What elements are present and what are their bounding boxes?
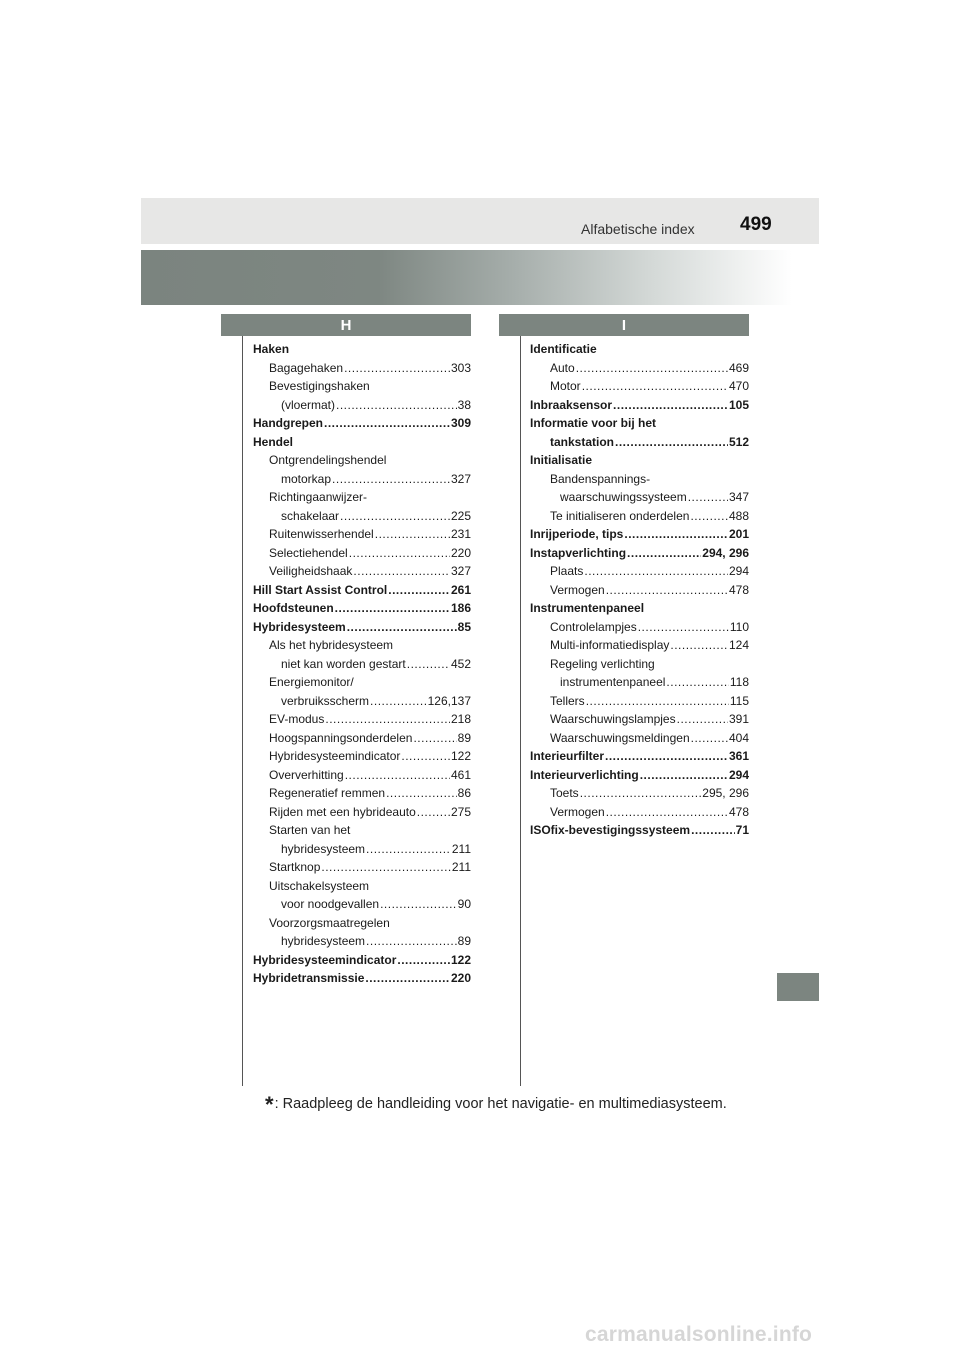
index-entry [253, 729, 471, 748]
index-entry [253, 340, 471, 359]
dot-leader [370, 692, 427, 711]
dot-leader [413, 729, 456, 748]
dot-leader [332, 470, 450, 489]
index-entry-page: 38 [457, 397, 471, 412]
dot-leader [666, 673, 728, 692]
index-entry-text: Tellers [550, 693, 585, 708]
index-entry-text: Waarschuwingsmeldingen [550, 730, 690, 745]
index-entry [530, 451, 749, 470]
index-entry-text: Als het hybridesysteem [269, 638, 394, 652]
index-entry-page: 201 [728, 527, 749, 541]
index-entry-text: Vermogen [550, 582, 605, 597]
dot-leader [691, 821, 735, 840]
index-entry-page: 469 [728, 360, 749, 375]
index-entry [253, 377, 471, 396]
index-entry-text: hybridesysteem [281, 934, 366, 948]
dot-leader [670, 636, 728, 655]
index-entry [530, 340, 749, 359]
index-entry-page: 294, 296 [702, 545, 749, 560]
dot-leader [345, 766, 450, 785]
dot-leader [397, 951, 450, 970]
dot-leader [340, 507, 450, 526]
index-entry-page: 86 [457, 786, 471, 800]
index-entry-page: 275 [450, 804, 471, 819]
index-entry [530, 821, 749, 840]
index-entry-text: Handgrepen [253, 416, 324, 430]
index-column-h [253, 340, 471, 988]
index-entry [530, 766, 749, 785]
index-entry [530, 747, 749, 766]
index-entry-text: Starten van het [269, 823, 351, 837]
index-entry-text: motorkap [281, 471, 332, 486]
index-entry [530, 710, 749, 729]
index-entry-text: Plaats [550, 564, 584, 578]
index-entry-text: Energiemonitor/ [269, 675, 354, 689]
index-entry-text: Richtingaanwijzer- [269, 490, 368, 504]
index-entry [253, 618, 471, 637]
dot-leader [366, 932, 457, 951]
index-entry-page: 347 [728, 490, 749, 504]
index-entry [253, 359, 471, 378]
index-entry [253, 655, 471, 674]
index-entry-text: Hendel [253, 434, 294, 449]
index-entry-text: Hybridesysteem [253, 619, 346, 634]
index-entry-page: 261 [450, 582, 471, 597]
index-entry-text: Interieurverlichting [530, 767, 639, 782]
index-entry-text: tankstation [550, 434, 615, 449]
index-entry-page: 488 [728, 508, 749, 523]
index-entry-text: Hoogspanningsonderdelen [269, 730, 413, 745]
index-entry [530, 803, 749, 822]
dot-leader [380, 895, 457, 914]
index-entry-text: Ruitenwisserhendel [269, 527, 374, 541]
dot-leader [606, 803, 728, 822]
index-entry-page: 327 [450, 471, 471, 486]
index-entry [530, 433, 749, 452]
index-entry-text: Hybridesysteemindicator [253, 952, 397, 967]
index-entry-text: schakelaar [281, 508, 340, 523]
index-entry [530, 470, 749, 489]
dot-leader [324, 414, 450, 433]
dot-leader [401, 747, 450, 766]
header-title: Alfabetische index [581, 221, 695, 237]
dot-leader [580, 784, 702, 803]
index-entry [530, 692, 749, 711]
index-entry-text: Informatie voor bij het [530, 416, 657, 430]
index-entry-text: Hybridetransmissie [253, 971, 365, 985]
dot-leader [325, 710, 450, 729]
index-entry [253, 932, 471, 951]
dot-leader [365, 969, 450, 988]
footnote [265, 1088, 727, 1117]
index-entry-page: 124 [728, 638, 749, 652]
index-entry-page: 512 [728, 434, 749, 449]
dot-leader [366, 840, 451, 859]
dot-leader [606, 581, 728, 600]
index-entry [253, 470, 471, 489]
index-entry [253, 544, 471, 563]
index-entry-text: Te initialiseren onderdelen [550, 508, 690, 523]
watermark: carmanualsonline.info [585, 1323, 813, 1346]
index-entry-text: Oververhitting [269, 767, 344, 782]
index-entry-page: 126,137 [427, 693, 471, 708]
index-entry [530, 655, 749, 674]
dot-leader [336, 396, 457, 415]
section-letter-h: H [340, 316, 352, 334]
index-entry-text: Startknop [269, 860, 321, 874]
index-entry-page: 303 [450, 360, 471, 375]
index-entry [253, 914, 471, 933]
index-entry-page: 478 [728, 582, 749, 597]
chapter-tab [777, 973, 819, 1001]
index-entry-text: verbruiksscherm [281, 693, 370, 708]
dot-leader [627, 544, 701, 563]
index-entry-text: Vermogen [550, 804, 605, 819]
index-entry [530, 599, 749, 618]
index-entry [253, 747, 471, 766]
index-entry-page: 122 [450, 749, 471, 763]
index-entry-text: Interieurfilter [530, 749, 605, 763]
dot-leader [347, 618, 457, 637]
dot-leader [407, 655, 450, 674]
index-entry [530, 359, 749, 378]
dot-leader [638, 618, 729, 637]
index-entry-page: 470 [728, 379, 749, 393]
index-entry-page: 85 [457, 619, 471, 634]
index-entry-text: Waarschuwingslampjes [550, 712, 676, 726]
index-entry-page: 110 [729, 619, 749, 634]
index-entry [530, 414, 749, 433]
index-entry [253, 821, 471, 840]
index-entry-text: Hill Start Assist Control [253, 582, 388, 597]
footnote-text: : Raadpleeg de handleiding voor het navigatie- en multimediasysteem. [274, 1096, 727, 1112]
dot-leader [335, 599, 450, 618]
index-entry-page: 478 [728, 804, 749, 819]
index-entry-page: 71 [735, 823, 749, 837]
dot-leader [375, 525, 450, 544]
index-entry-text: Voorzorgsmaatregelen [269, 915, 390, 930]
section-letter-i: I [621, 316, 627, 334]
index-entry [253, 673, 471, 692]
dot-leader [605, 747, 728, 766]
index-entry [530, 636, 749, 655]
index-entry-text: Motor [550, 379, 581, 393]
index-entry [253, 692, 471, 711]
index-entry [253, 895, 471, 914]
index-entry [253, 951, 471, 970]
index-entry-text: waarschuwingssysteem [560, 490, 687, 504]
section-header-h [221, 314, 471, 336]
index-entry [530, 729, 749, 748]
index-entry-text: Regeneratief remmen [269, 786, 386, 800]
index-entry-page: 404 [728, 730, 749, 745]
index-entry-text: Identificatie [530, 342, 597, 356]
index-entry-text: EV-modus [269, 712, 325, 726]
dot-leader [624, 525, 728, 544]
dot-leader [386, 784, 457, 803]
index-entry-page: 391 [728, 712, 749, 726]
index-entry-page: 89 [457, 934, 471, 948]
index-entry-page: 309 [450, 416, 471, 430]
page-number: 499 [740, 214, 772, 235]
dot-leader [613, 396, 728, 415]
index-entry-text: Toets [550, 786, 579, 800]
index-entry-text: Uitschakelsysteem [269, 878, 370, 893]
index-entry-page: 231 [450, 527, 471, 541]
index-entry-text: instrumentenpaneel [560, 675, 666, 689]
index-entry-text: Bevestigingshaken [269, 379, 370, 393]
index-entry-text: Bagagehaken [269, 360, 344, 375]
index-entry-page: 225 [450, 508, 471, 523]
index-entry-page: 89 [457, 730, 471, 745]
index-entry [253, 433, 471, 452]
index-entry-page: 122 [450, 952, 471, 967]
index-entry-page: 294 [728, 767, 749, 782]
index-entry-page: 90 [457, 897, 471, 911]
index-entry-text: Rijden met een hybrideauto [269, 804, 416, 819]
index-entry-page: 220 [450, 971, 471, 985]
index-entry-text: Inbraaksensor [530, 397, 613, 412]
index-column-i [530, 340, 749, 840]
index-entry-text: hybridesysteem [281, 841, 366, 856]
index-entry [530, 525, 749, 544]
index-entry [253, 581, 471, 600]
dot-leader [417, 803, 450, 822]
index-entry-text: Auto [550, 360, 575, 375]
index-entry-text: Controlelampjes [550, 619, 637, 634]
index-entry-text: Multi-informatiedisplay [550, 638, 670, 652]
column-divider-left [242, 336, 243, 1086]
index-entry-text: Ontgrendelingshendel [269, 453, 387, 467]
index-entry-page: 452 [450, 656, 471, 671]
index-entry [530, 377, 749, 396]
index-entry [253, 525, 471, 544]
index-entry [530, 673, 749, 692]
index-entry [253, 710, 471, 729]
dot-leader [615, 433, 728, 452]
index-entry-text: Instapverlichting [530, 545, 627, 560]
index-entry-text: Haken [253, 342, 290, 356]
index-entry-page: 294 [728, 564, 749, 578]
dot-leader [690, 507, 728, 526]
index-entry-page: 220 [450, 545, 471, 560]
dot-leader [344, 359, 450, 378]
index-entry [530, 581, 749, 600]
index-entry-page: 211 [451, 841, 471, 856]
index-entry-text: voor noodgevallen [281, 897, 380, 911]
index-entry [253, 840, 471, 859]
index-entry-text: Veiligheidshaak [269, 564, 353, 578]
index-entry [530, 488, 749, 507]
index-entry-page: 218 [450, 712, 471, 726]
index-entry [253, 414, 471, 433]
index-entry-page: 186 [450, 601, 471, 615]
dot-leader [349, 544, 450, 563]
dot-leader [321, 858, 450, 877]
index-entry-page: 115 [729, 693, 749, 708]
index-entry-page: 327 [450, 564, 471, 578]
index-entry [253, 784, 471, 803]
index-entry [253, 877, 471, 896]
index-entry-text: Initialisatie [530, 453, 593, 467]
index-entry-page: 105 [728, 397, 749, 412]
index-entry [253, 562, 471, 581]
dot-leader [691, 729, 728, 748]
index-entry-page: 295, 296 [702, 786, 749, 800]
index-entry [253, 507, 471, 526]
index-entry-text: Regeling verlichting [550, 656, 655, 671]
index-entry-text: Inrijperiode, tips [530, 527, 624, 541]
index-entry [253, 969, 471, 988]
index-entry-text: Hybridesysteemindicator [269, 749, 401, 763]
index-entry [253, 488, 471, 507]
index-entry-text: (vloermat) [281, 397, 336, 412]
index-entry [253, 803, 471, 822]
index-entry-page: 361 [728, 749, 749, 763]
index-entry [253, 858, 471, 877]
dot-leader [677, 710, 728, 729]
index-entry-page: 211 [451, 860, 471, 874]
dot-leader [586, 692, 729, 711]
index-entry [253, 396, 471, 415]
index-entry-text: Selectiehendel [269, 545, 348, 560]
index-entry-text: Bandenspannings- [550, 471, 651, 486]
column-divider-right [520, 336, 521, 1086]
index-entry [530, 784, 749, 803]
dot-leader [582, 377, 728, 396]
index-entry [530, 618, 749, 637]
dot-leader [353, 562, 450, 581]
index-entry-text: Instrumentenpaneel [530, 601, 645, 615]
index-entry [253, 636, 471, 655]
index-entry [530, 396, 749, 415]
index-entry [530, 562, 749, 581]
index-entry [530, 544, 749, 563]
index-entry [253, 451, 471, 470]
index-entry-page: 461 [450, 767, 471, 782]
dot-leader [640, 766, 728, 785]
dot-leader [388, 581, 450, 600]
index-entry-page: 118 [729, 675, 749, 689]
index-entry-text: Hoofdsteunen [253, 601, 334, 615]
dot-leader [576, 359, 728, 378]
dot-leader [688, 488, 728, 507]
index-entry [530, 507, 749, 526]
index-entry [253, 599, 471, 618]
header-band [141, 198, 819, 244]
section-header-i [499, 314, 749, 336]
footnote-star: * [265, 1092, 274, 1117]
decorative-gradient-band [141, 250, 819, 305]
index-entry [253, 766, 471, 785]
index-entry-text: ISOfix-bevestigingssysteem [530, 823, 691, 837]
dot-leader [584, 562, 728, 581]
index-entry-text: niet kan worden gestart [281, 656, 406, 671]
